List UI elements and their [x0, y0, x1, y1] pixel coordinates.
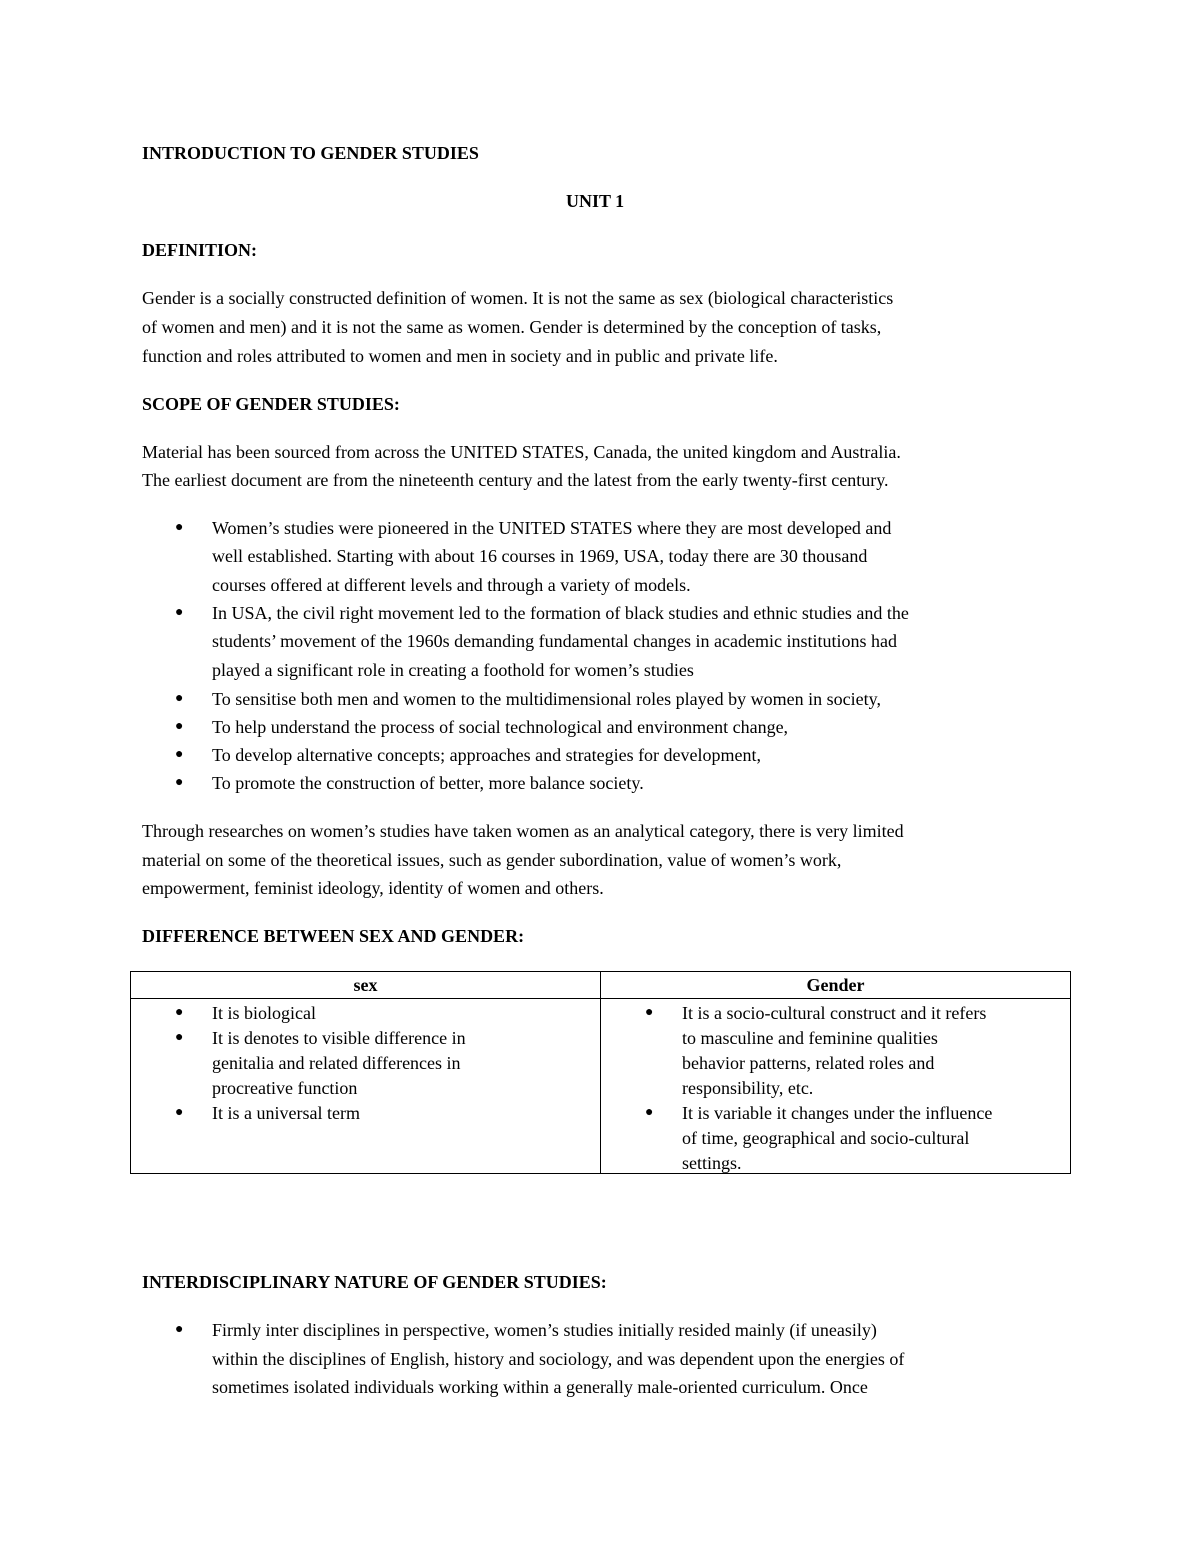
interdisciplinary-bullet-line: within the disciplines of English, history and sociology, and was dependent upon the energies of	[212, 1349, 905, 1369]
interdisciplinary-bullet-line: Firmly inter disciplines in perspective, women’s studies initially resided mainly (if uneasily)	[212, 1320, 877, 1340]
sex-bullet-line: It is a universal term	[212, 1103, 360, 1123]
scope-bullet-line: students’ movement of the 1960s demanding fundamental changes in academic institutions had	[212, 631, 898, 651]
sex-cell	[131, 999, 601, 1174]
sex-bullet-line: genitalia and related differences in	[212, 1053, 461, 1073]
scope-bullet-line: To develop alternative concepts; approaches and strategies for development,	[212, 745, 762, 765]
bullet-icon: ●	[175, 520, 184, 535]
gender-bullet-line: It is variable it changes under the influence	[682, 1103, 993, 1123]
bullet-icon: ●	[175, 775, 184, 790]
gender-bullet-line: settings.	[682, 1153, 742, 1173]
difference-heading: DIFFERENCE BETWEEN SEX AND GENDER:	[142, 926, 525, 946]
scope-bullet-line: To promote the construction of better, more balance society.	[212, 773, 644, 793]
gender-bullet-line: of time, geographical and socio-cultural	[682, 1128, 970, 1148]
bullet-icon: ●	[175, 1105, 184, 1120]
definition-line: function and roles attributed to women and men in society and in public and private life.	[142, 346, 778, 366]
sex-bullet-line: It is biological	[212, 1003, 316, 1023]
gender-bullet-line: behavior patterns, related roles and	[682, 1053, 935, 1073]
scope-bullet-line: To sensitise both men and women to the multidimensional roles played by women in society,	[212, 689, 881, 709]
scope-bullet-line: played a significant role in creating a foothold for women’s studies	[212, 660, 694, 680]
bullet-icon: ●	[645, 1105, 654, 1120]
scope-line: Material has been sourced from across the UNITED STATES, Canada, the united kingdom and Australia.	[142, 442, 901, 462]
gender-bullet-line: to masculine and feminine qualities	[682, 1028, 938, 1048]
scope-closing-line: Through researches on women’s studies have taken women as an analytical category, there is very limited	[142, 821, 904, 841]
scope-closing-line: material on some of the theoretical issues, such as gender subordination, value of women’s work,	[142, 850, 842, 870]
bullet-icon: ●	[645, 1005, 654, 1020]
bullet-icon: ●	[175, 1030, 184, 1045]
sex-bullet-line: It is denotes to visible difference in	[212, 1028, 466, 1048]
scope-bullet-line: Women’s studies were pioneered in the UNITED STATES where they are most developed and	[212, 518, 892, 538]
scope-bullet-line: To help understand the process of social technological and environment change,	[212, 717, 789, 737]
scope-bullet-line: courses offered at different levels and through a variety of models.	[212, 575, 691, 595]
bullet-icon: ●	[175, 747, 184, 762]
bullet-icon: ●	[175, 719, 184, 734]
scope-heading: SCOPE OF GENDER STUDIES:	[142, 394, 400, 414]
unit-label: UNIT 1	[566, 191, 625, 211]
sex-bullet-line: procreative function	[212, 1078, 358, 1098]
bullet-icon: ●	[175, 691, 184, 706]
bullet-icon: ●	[175, 1005, 184, 1020]
sex-gender-table	[130, 971, 1071, 1174]
scope-line: The earliest document are from the nineteenth century and the latest from the early twenty-first century.	[142, 470, 889, 490]
gender-bullet-line: It is a socio-cultural construct and it refers	[682, 1003, 987, 1023]
gender-cell	[601, 999, 1071, 1174]
definition-line: of women and men) and it is not the same as women. Gender is determined by the conception of tasks,	[142, 317, 882, 337]
document-title: INTRODUCTION TO GENDER STUDIES	[142, 143, 479, 163]
interdisciplinary-heading: INTERDISCIPLINARY NATURE OF GENDER STUDIES:	[142, 1272, 607, 1292]
bullet-icon: ●	[175, 605, 184, 620]
definition-heading: DEFINITION:	[142, 240, 258, 260]
scope-bullet-line: well established. Starting with about 16 courses in 1969, USA, today there are 30 thousand	[212, 546, 868, 566]
scope-closing-line: empowerment, feminist ideology, identity of women and others.	[142, 878, 604, 898]
scope-bullet-line: In USA, the civil right movement led to the formation of black studies and ethnic studies and the	[212, 603, 909, 623]
interdisciplinary-bullet-line: sometimes isolated individuals working within a generally male-oriented curriculum. Once	[212, 1377, 868, 1397]
bullet-icon: ●	[175, 1322, 184, 1337]
definition-line: Gender is a socially constructed definition of women. It is not the same as sex (biological characteristics	[142, 288, 894, 308]
gender-bullet-line: responsibility, etc.	[682, 1078, 814, 1098]
table-header-sex: sex	[131, 972, 601, 999]
table-header-gender: Gender	[601, 972, 1071, 999]
